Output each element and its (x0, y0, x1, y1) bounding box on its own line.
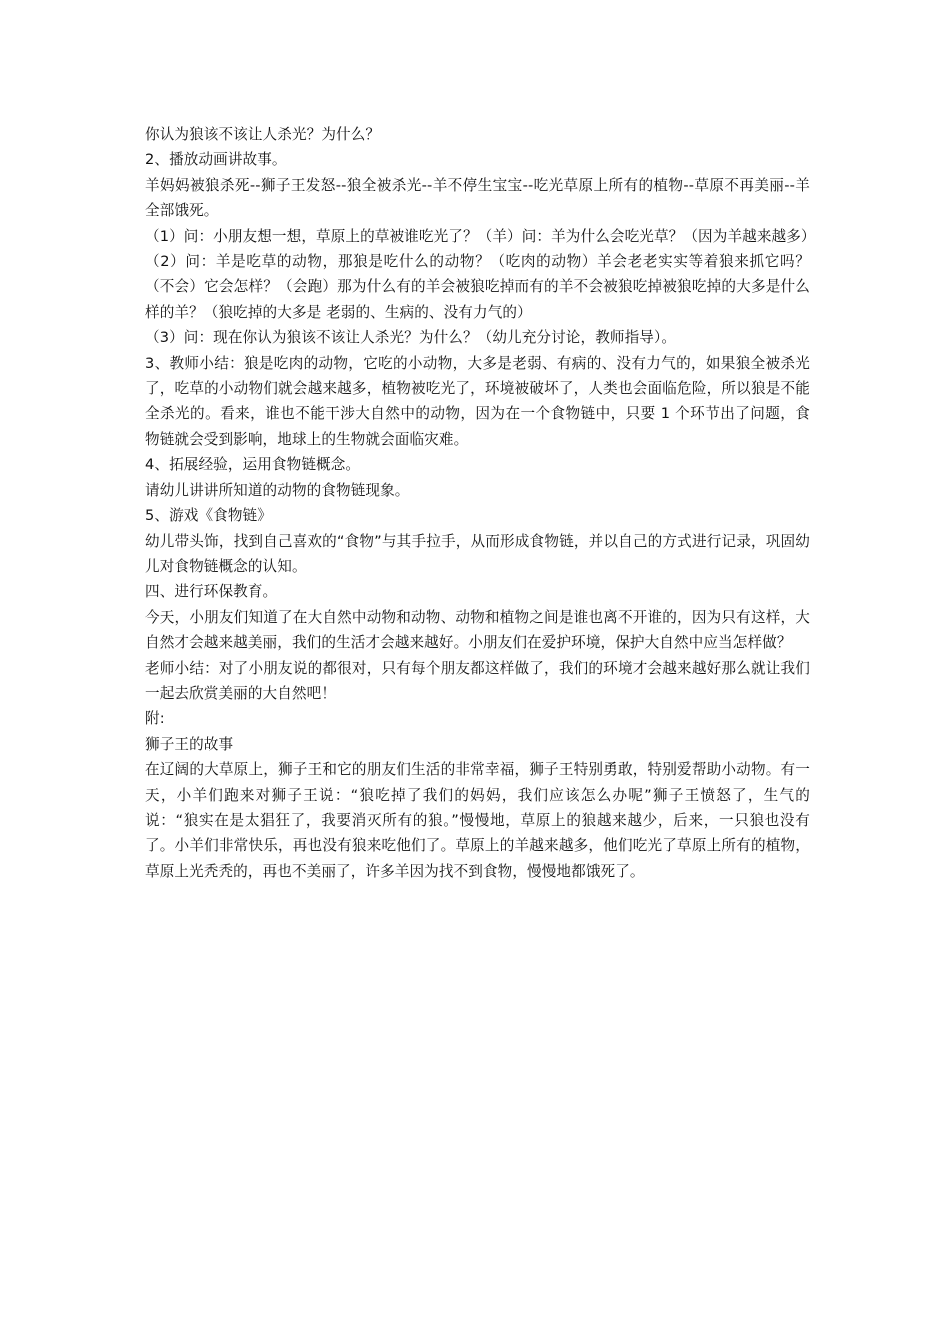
heading-play-animation: 2、播放动画讲故事。 (145, 151, 287, 169)
paragraph-game-description: 幼儿带头饰，找到自己喜欢的“食物”与其手拉手，从而形成食物链，并以自己的方式进行记录，巩固幼儿对食物链概念的认知。 (145, 532, 810, 575)
paragraph-teacher-conclusion: 老师小结：对了小朋友说的都很对，只有每个朋友都这样做了，我们的环境才会越来越好那么就让我们一起去欣赏美丽的大自然吧！ (145, 659, 810, 702)
heading-game-food-chain: 5、游戏《食物链》 (145, 507, 272, 525)
paragraph-teacher-summary: 3、教师小结：狼是吃肉的动物，它吃的小动物，大多是老弱、有病的、没有力气的，如果狼全被杀光了，吃草的小动物们就会越来越多，植物被吃光了，环境被破坏了，人类也会面临危险，所以狼是不能全杀光的。看来，谁也不能干涉大自然中的动物，因为在一个食物链中，只要 1 个环节出了问题，食物链就会受到影响，地球上的生物就会面临灾难。 (145, 354, 810, 448)
paragraph-food-chain-talk: 请幼儿讲讲所知道的动物的食物链现象。 (145, 481, 410, 499)
paragraph-question-1: （1）问：小朋友想一想，草原上的草被谁吃光了？（羊）问：羊为什么会吃光草？（因为羊越来越多） (145, 227, 816, 245)
heading-environment-education: 四、进行环保教育。 (145, 583, 278, 601)
story-title: 狮子王的故事 (145, 735, 234, 753)
heading-extend-experience: 4、拓展经验，运用食物链概念。 (145, 456, 361, 474)
document-body (145, 122, 816, 884)
story-body: 在辽阔的大草原上，狮子王和它的朋友们生活的非常幸福，狮子王特别勇敢，特别爱帮助小动物。有一天，小羊们跑来对狮子王说：“狼吃掉了我们的妈妈，我们应该怎么办呢”狮子王愤怒了，生气的说：“狼实在是太猖狂了，我要消灭所有的狼。”慢慢地，草原上的狼越来越少，后来，一只狼也没有了。小羊们非常快乐，再也没有狼来吃他们了。草原上的羊越来越多，他们吃光了草原上所有的植物，草原上光秃秃的，再也不美丽了，许多羊因为找不到食物，慢慢地都饿死了。 (145, 761, 810, 880)
appendix-label: 附: (145, 710, 165, 728)
paragraph-question-2: （2）问：羊是吃草的动物，那狼是吃什么的动物？（吃肉的动物）羊会老老实实等着狼来抓它吗？（不会）它会怎样？（会跑）那为什么有的羊会被狼吃掉而有的羊不会被狼吃掉被狼吃掉的大多是什么样的羊？（狼吃掉的大多是 老弱的、生病的、没有力气的） (145, 253, 810, 321)
paragraph-story-summary: 羊妈妈被狼杀死--狮子王发怒--狼全被杀光--羊不停生宝宝--吃光草原上所有的植物--草原不再美丽--羊全部饿死。 (145, 176, 810, 220)
paragraph-environment-intro: 今天，小朋友们知道了在大自然中动物和动物、动物和植物之间是谁也离不开谁的，因为只有这样，大自然才会越来越美丽，我们的生活才会越来越好。小朋友们在爱护环境，保护大自然中应当怎样做？ (145, 608, 810, 652)
paragraph-question-3: （3）问：现在你认为狼该不该让人杀光？为什么？（幼儿充分讨论，教师指导）。 (145, 329, 677, 347)
paragraph-question-intro: 你认为狼该不该让人杀光？为什么？ (145, 126, 381, 143)
